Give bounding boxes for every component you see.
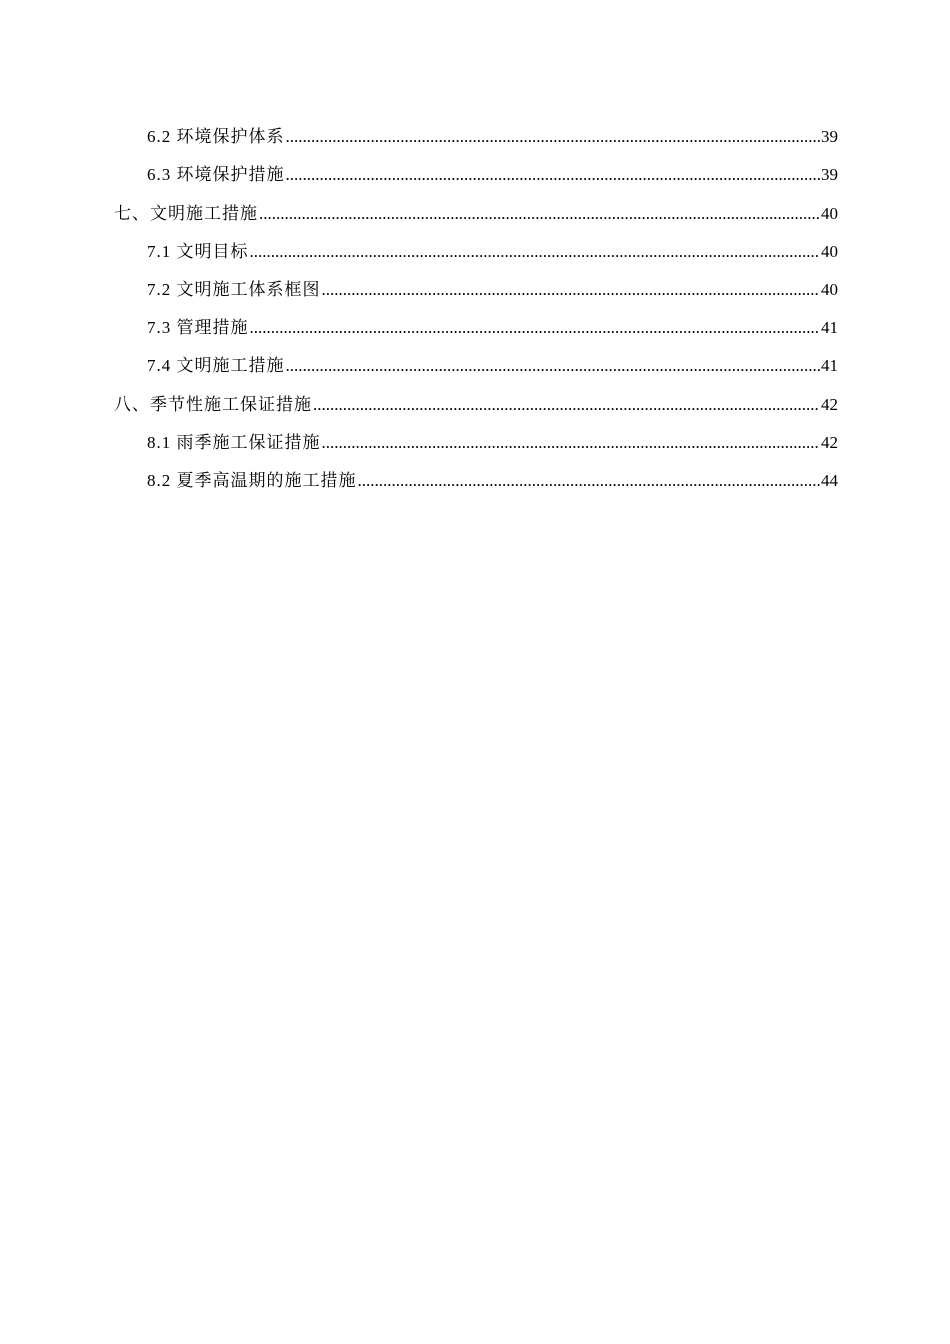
toc-entry-label: 6.3 环境保护措施 [147, 165, 285, 185]
toc-entry-label: 七、文明施工措施 [114, 203, 258, 223]
toc-entry-label: 6.2 环境保护体系 [147, 127, 285, 147]
toc-entry-label: 7.2 文明施工体系框图 [147, 279, 321, 299]
toc-dot-leader [259, 204, 820, 224]
toc-entry-page: 42 [821, 394, 838, 414]
toc-entry-page: 40 [821, 241, 838, 261]
toc-entry-page: 39 [821, 127, 838, 147]
toc-entry-page: 40 [821, 279, 838, 299]
toc-dot-leader [286, 356, 821, 376]
toc-entry-7-3[interactable] [114, 300, 838, 338]
toc-dot-leader [250, 318, 821, 338]
toc-entry-7-1[interactable] [114, 224, 838, 262]
toc-entry-label: 8.2 夏季高温期的施工措施 [147, 470, 357, 490]
toc-dot-leader [286, 127, 821, 147]
table-of-contents [114, 109, 838, 491]
toc-entry-chapter-8[interactable] [114, 376, 838, 414]
toc-dot-leader [313, 395, 820, 415]
toc-entry-page: 42 [821, 432, 838, 452]
toc-entry-6-2[interactable] [114, 109, 838, 147]
toc-entry-page: 44 [821, 470, 838, 490]
toc-dot-leader [322, 433, 821, 453]
toc-entry-page: 39 [821, 165, 838, 185]
toc-dot-leader [286, 165, 821, 185]
toc-dot-leader [322, 280, 821, 300]
toc-entry-8-2[interactable] [114, 453, 838, 491]
toc-entry-label: 八、季节性施工保证措施 [114, 394, 312, 414]
toc-entry-label: 7.3 管理措施 [147, 318, 249, 338]
toc-entry-label: 8.1 雨季施工保证措施 [147, 432, 321, 452]
toc-entry-chapter-7[interactable] [114, 185, 838, 223]
toc-entry-7-4[interactable] [114, 338, 838, 376]
toc-entry-page: 41 [821, 356, 838, 376]
toc-entry-label: 7.4 文明施工措施 [147, 356, 285, 376]
toc-entry-page: 41 [821, 318, 838, 338]
toc-entry-6-3[interactable] [114, 147, 838, 185]
toc-dot-leader [250, 242, 821, 262]
toc-entry-label: 7.1 文明目标 [147, 241, 249, 261]
toc-entry-8-1[interactable] [114, 415, 838, 453]
toc-entry-page: 40 [821, 203, 838, 223]
toc-entry-7-2[interactable] [114, 262, 838, 300]
toc-dot-leader [358, 471, 821, 491]
